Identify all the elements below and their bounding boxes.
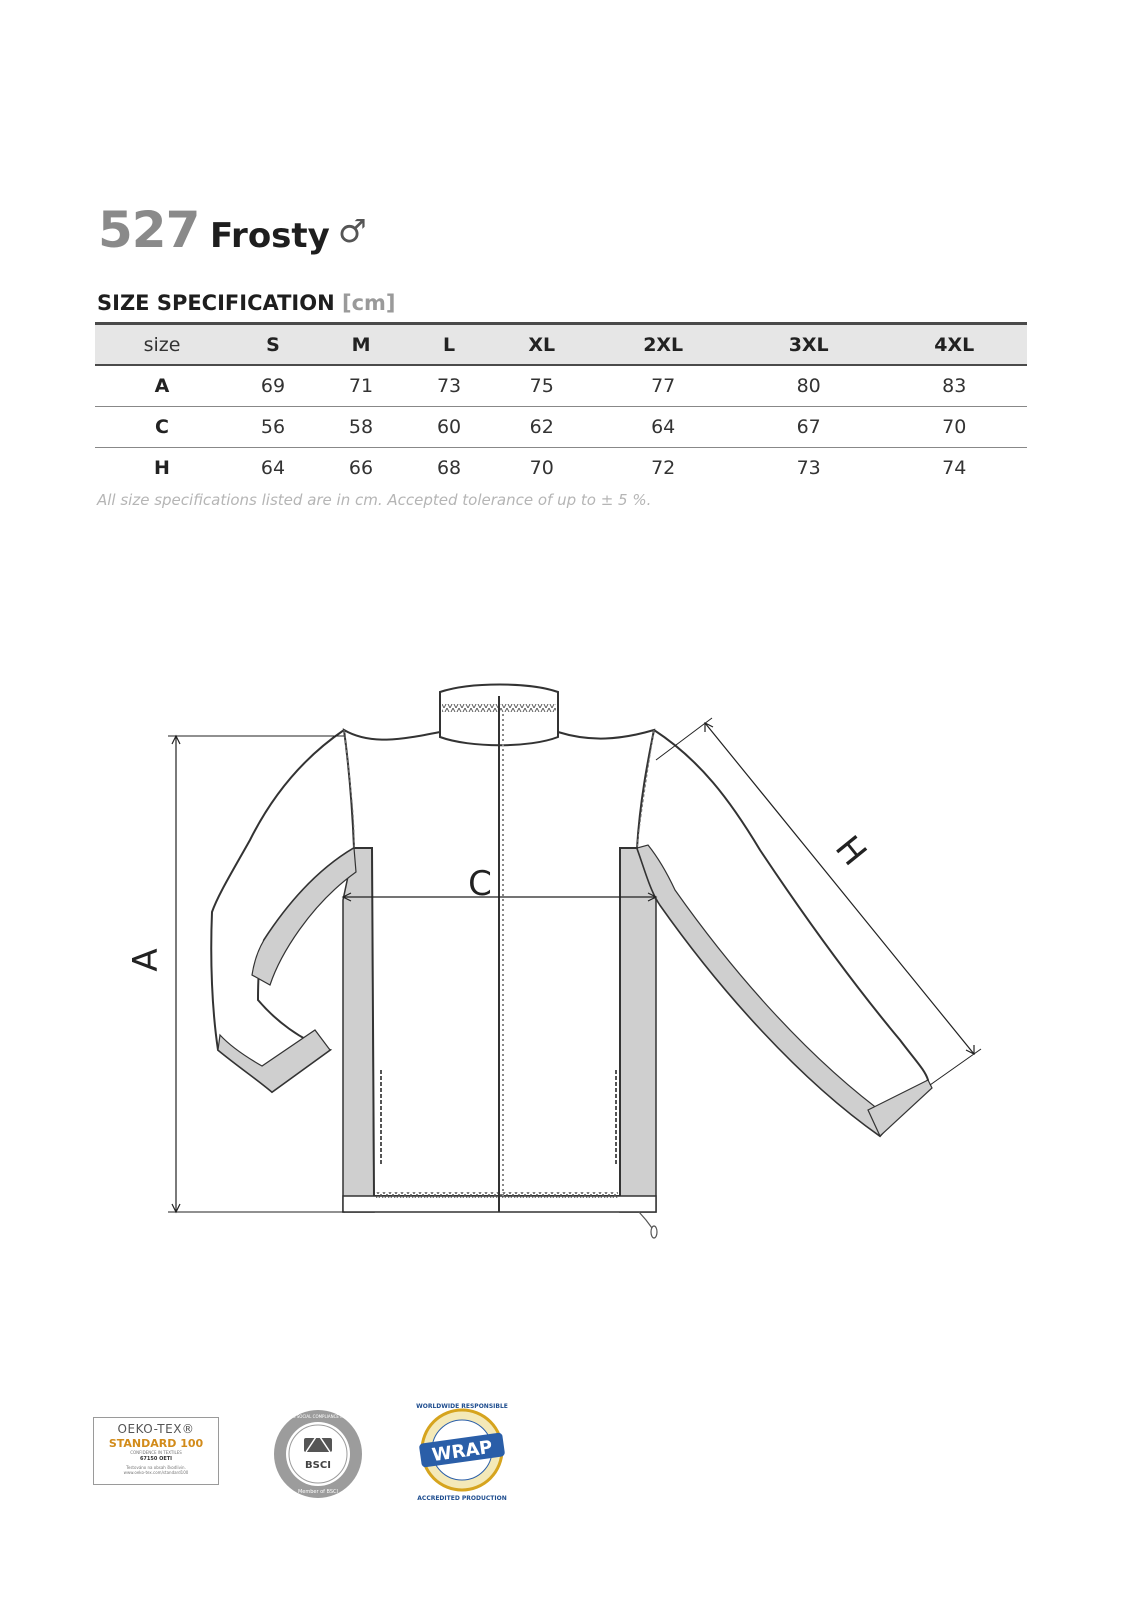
table-cell: 56	[260, 416, 286, 438]
size-header-cell: 3XL	[788, 333, 829, 356]
male-symbol-icon: ♂	[338, 212, 367, 250]
table-cell: 58	[348, 416, 374, 438]
wrap-bottom-text: ACCREDITED PRODUCTION	[417, 1495, 507, 1502]
cord-stopper	[651, 1226, 657, 1238]
size-header-cell: L	[442, 333, 456, 356]
tolerance-note: All size specifications listed are in cm. Accepted tolerance of up to ± 5 %.	[97, 491, 652, 509]
table-cell: 73	[436, 375, 462, 397]
section-unit: [cm]	[341, 291, 396, 315]
measure-label-c: C	[468, 864, 492, 904]
wrap-logo	[414, 1400, 510, 1504]
row-label: H	[154, 457, 170, 479]
section-title-text: SIZE SPECIFICATION	[97, 291, 335, 315]
table-cell: 70	[529, 457, 554, 479]
wrap-name: WRAP	[430, 1436, 494, 1467]
product-number: 527	[98, 201, 200, 259]
table-cell: 68	[436, 457, 462, 479]
size-header-cell: 4XL	[934, 333, 975, 356]
oeko-number: 67150 OETI	[139, 1456, 173, 1462]
table-cell: 75	[529, 375, 554, 397]
bsci-member: Member of BSCI	[297, 1489, 339, 1495]
drawcord	[639, 1212, 652, 1228]
left-sleeve	[211, 730, 354, 1092]
measure-label-a: A	[126, 948, 166, 972]
table-cell: 72	[651, 457, 676, 479]
table-cell: 83	[942, 375, 967, 397]
bsci-ring-text: BUSINESS SOCIAL COMPLIANCE INITIATIVE	[275, 1414, 361, 1419]
table-cell: 64	[260, 457, 286, 479]
table-cell: 69	[260, 375, 286, 397]
left-side-panel	[343, 848, 374, 1212]
table-cell: 71	[348, 375, 374, 397]
table-cell: 66	[348, 457, 374, 479]
bsci-name: BSCI	[305, 1460, 331, 1471]
table-cell: 77	[651, 375, 676, 397]
size-header-cell: size	[143, 333, 181, 356]
right-side-panel	[620, 848, 656, 1212]
table-cell: 64	[651, 416, 676, 438]
oeko-standard: STANDARD 100	[108, 1437, 204, 1450]
table-cell: 73	[796, 457, 821, 479]
row-label: A	[154, 375, 170, 397]
oeko-tex-logo	[93, 1417, 219, 1485]
oeko-tested: Testováno na obsah škodlivin.	[126, 1465, 186, 1470]
oeko-site: www.oeko-tex.com/standard100	[123, 1470, 189, 1475]
wrap-top-text: WORLDWIDE RESPONSIBLE	[416, 1403, 508, 1410]
table-cell: 74	[942, 457, 967, 479]
measure-h-bottom-extension	[930, 1049, 981, 1085]
table-cell: 62	[529, 416, 554, 438]
bsci-logo	[272, 1408, 364, 1500]
hem-stitch	[376, 1192, 618, 1198]
row-label: C	[155, 416, 169, 438]
product-name: Frosty	[210, 216, 330, 256]
table-cell: 60	[436, 416, 462, 438]
oeko-tagline: CONFIDENCE IN TEXTILES	[130, 1450, 182, 1455]
measure-label-h: H	[826, 828, 875, 874]
table-cell: 67	[796, 416, 821, 438]
size-header-cell: 2XL	[643, 333, 684, 356]
size-header-cell: XL	[528, 333, 556, 356]
size-header-cell: S	[266, 333, 280, 356]
size-header-cell: M	[351, 333, 371, 356]
table-cell: 70	[942, 416, 967, 438]
oeko-brand: OEKO-TEX®	[117, 1422, 195, 1436]
table-cell: 80	[796, 375, 821, 397]
